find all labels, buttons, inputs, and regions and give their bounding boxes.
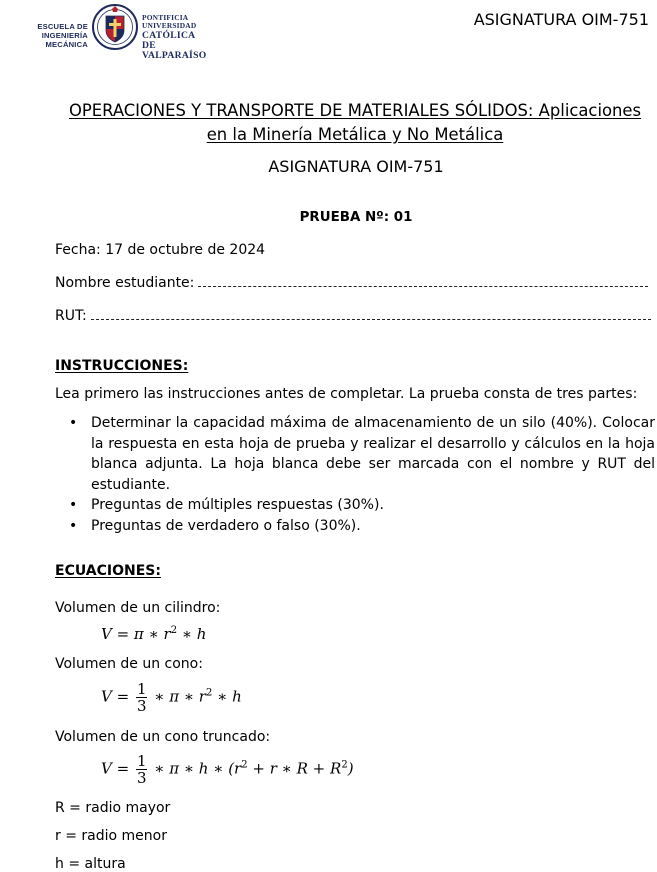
list-item: • Determinar la capacidad máxima de almacenamiento de un silo (40%). Colocar la respuesta en esta hoja de prueba y realizar el desarrollo y cálculos en la hoja blanca adjunta. La hoja blanca debe ser marcada con el nombre y RUT del estudiante. (55, 413, 655, 495)
university-line2: UNIVERSIDAD (142, 21, 197, 31)
rut-blank[interactable] (91, 318, 651, 320)
equations-heading: ECUACIONES: (55, 563, 161, 579)
university-line4: VALPARAÍSO (142, 49, 207, 61)
instructions-heading: INSTRUCCIONES: (55, 358, 189, 374)
legend-h: h = altura (55, 856, 126, 872)
institution-logo (0, 0, 207, 61)
rut-label: RUT: (55, 308, 87, 324)
university-line1: PONTIFICIA (142, 13, 189, 22)
cylinder-equation: V = π ∗ $r^2$ ∗ h (101, 625, 207, 643)
university-crest-icon (92, 3, 138, 51)
fraction: $\frac{1}{3}$ (136, 680, 147, 715)
instructions-list (55, 413, 655, 536)
date-line: Fecha: 17 de octubre de 2024 (55, 242, 266, 258)
cylinder-label: Volumen de un cilindro: (55, 600, 221, 616)
document-title (40, 99, 657, 147)
truncated-cone-label: Volumen de un cono truncado: (55, 729, 271, 745)
rut-field[interactable] (55, 308, 651, 324)
cone-label: Volumen de un cono: (55, 656, 203, 672)
university-line3: CATÓLICA DE (142, 29, 195, 51)
list-item: • Preguntas de múltiples respuestas (30%). (55, 495, 655, 516)
header-course-code: ASIGNATURA OIM-751 (473, 10, 649, 29)
truncated-cone-equation: V = $\frac{1}{3}$ ∗ π ∗ h ∗ ($r^2 + r$ ∗ $R + R^2$) (101, 752, 354, 787)
student-name-label: Nombre estudiante: (55, 275, 195, 291)
legend-R: R = radio mayor (55, 800, 171, 816)
list-item: • Preguntas de verdadero o falso (30%). (55, 516, 655, 537)
title-line2: en la Minería Metálica y No Metálica (206, 125, 504, 144)
student-name-blank[interactable] (198, 285, 648, 287)
school-name (0, 22, 88, 49)
subject-code: ASIGNATURA OIM-751 (268, 157, 444, 176)
legend-r: r = radio menor (55, 828, 167, 844)
cone-equation: V = $\frac{1}{3}$ ∗ π ∗ $r^2$ ∗ h (101, 680, 242, 715)
university-name (142, 14, 206, 61)
school-name-line1: ESCUELA DE (37, 22, 88, 31)
title-line1: OPERACIONES Y TRANSPORTE DE MATERIALES SÓLIDOS: Aplicaciones (68, 101, 642, 120)
instructions-intro: Lea primero las instrucciones antes de completar. La prueba consta de tres partes: (55, 386, 638, 402)
student-name-field[interactable] (55, 275, 648, 291)
fraction: $\frac{1}{3}$ (136, 752, 147, 787)
school-name-line2: INGENIERÍA MECÁNICA (41, 31, 88, 49)
test-number: PRUEBA Nº: 01 (299, 210, 413, 225)
